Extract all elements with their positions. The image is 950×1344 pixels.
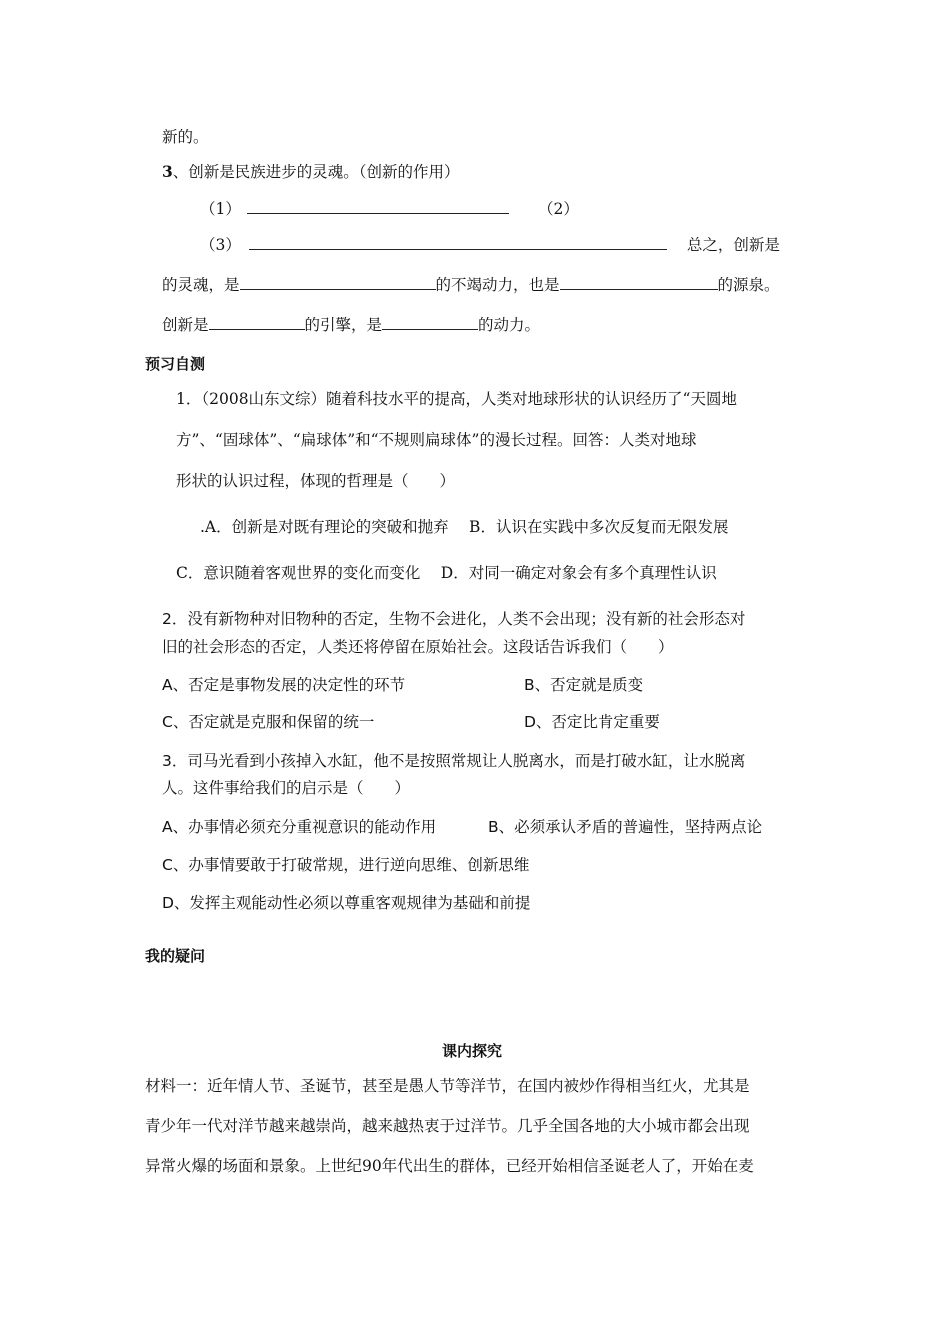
answer-blank[interactable]	[247, 198, 509, 214]
question-1-options-ab: .A．创新是对既有理论的突破和抛弃 B．认识在实践中多次反复而无限发展	[200, 518, 729, 536]
question-2-option-c: C、否定就是克服和保留的统一	[162, 713, 375, 731]
answer-blank[interactable]	[560, 274, 718, 290]
question-2-option-d: D、否定比肯定重要	[524, 713, 660, 731]
inquiry-paragraph-line-1: 材料一：近年情人节、圣诞节，甚至是愚人节等洋节，在国内被炒作得相当红火，尤其是	[145, 1077, 750, 1095]
question-3-line-2: 人。这件事给我们的启示是（ ）	[162, 779, 411, 797]
fill-line-4	[162, 274, 780, 296]
question-2-line-1: 2．没有新物种对旧物种的否定，生物不会进化，人类不会出现；没有新的社会形态对	[162, 610, 746, 628]
section-heading	[162, 161, 460, 183]
heading-number: 3	[162, 162, 173, 181]
heading-text: 、创新是民族进步的灵魂。（创新的作用）	[172, 163, 460, 181]
blank-item-1	[200, 198, 509, 220]
question-1-options-cd: C．意识随着客观世界的变化而变化 D．对同一确定对象会有多个真理性认识	[176, 564, 717, 582]
inquiry-paragraph-line-3: 异常火爆的场面和景象。上世纪90年代出生的群体，已经开始相信圣诞老人了，开始在麦	[145, 1157, 754, 1175]
section-title-preview: 预习自测	[145, 355, 206, 373]
question-2-option-a: A、否定是事物发展的决定性的环节	[162, 676, 406, 694]
question-3-option-c: C、办事情要敢于打破常规，进行逆向思维、创新思维	[162, 856, 530, 874]
blank-item-3	[200, 234, 780, 256]
fill-line-5	[162, 314, 540, 336]
inquiry-paragraph-line-2: 青少年一代对洋节越来越崇尚，越来越热衷于过洋节。几乎全国各地的大小城市都会出现	[145, 1117, 750, 1135]
question-3-option-d: D、发挥主观能动性必须以尊重客观规律为基础和前提	[162, 894, 531, 912]
question-1-line-2: 方”、“固球体”、“扁球体”和“不规则扁球体”的漫长过程。回答：人类对地球	[176, 431, 697, 449]
blank-label: （3）	[200, 236, 241, 254]
section-title-inquiry: 课内探究	[442, 1042, 503, 1060]
answer-blank[interactable]	[382, 314, 478, 330]
text-fragment: 的源泉。	[717, 276, 780, 294]
question-1-line-3: 形状的认识过程，体现的哲理是（ ）	[176, 472, 456, 490]
answer-blank[interactable]	[240, 274, 436, 290]
text-fragment: 的引擎，是	[304, 316, 383, 334]
text-line: 新的。	[162, 128, 209, 146]
section-title-questions: 我的疑问	[145, 947, 206, 965]
question-3-line-1: 3．司马光看到小孩掉入水缸，他不是按照常规让人脱离水，而是打破水缸，让水脱离	[162, 752, 746, 770]
blank-label: （1）	[200, 200, 241, 218]
text-fragment: 的不竭动力，也是	[435, 276, 560, 294]
text-fragment: 的灵魂，是	[162, 276, 240, 294]
question-2-option-b: B、否定就是质变	[524, 676, 644, 694]
text-fragment: 的动力。	[478, 316, 541, 334]
question-3-option-a: A、办事情必须充分重视意识的能动作用	[162, 818, 437, 836]
blank-item-2: （2）	[538, 200, 579, 218]
blank-tail-text: 总之，创新是	[686, 236, 780, 254]
question-2-line-2: 旧的社会形态的否定，人类还将停留在原始社会。这段话告诉我们（ ）	[162, 638, 674, 656]
question-3-option-b: B、必须承认矛盾的普遍性，坚持两点论	[488, 818, 763, 836]
answer-blank[interactable]	[209, 314, 305, 330]
answer-blank[interactable]	[249, 234, 667, 250]
question-1-line-1: 1．（2008山东文综）随着科技水平的提高，人类对地球形状的认识经历了“天圆地	[176, 390, 737, 408]
text-fragment: 创新是	[162, 316, 209, 334]
